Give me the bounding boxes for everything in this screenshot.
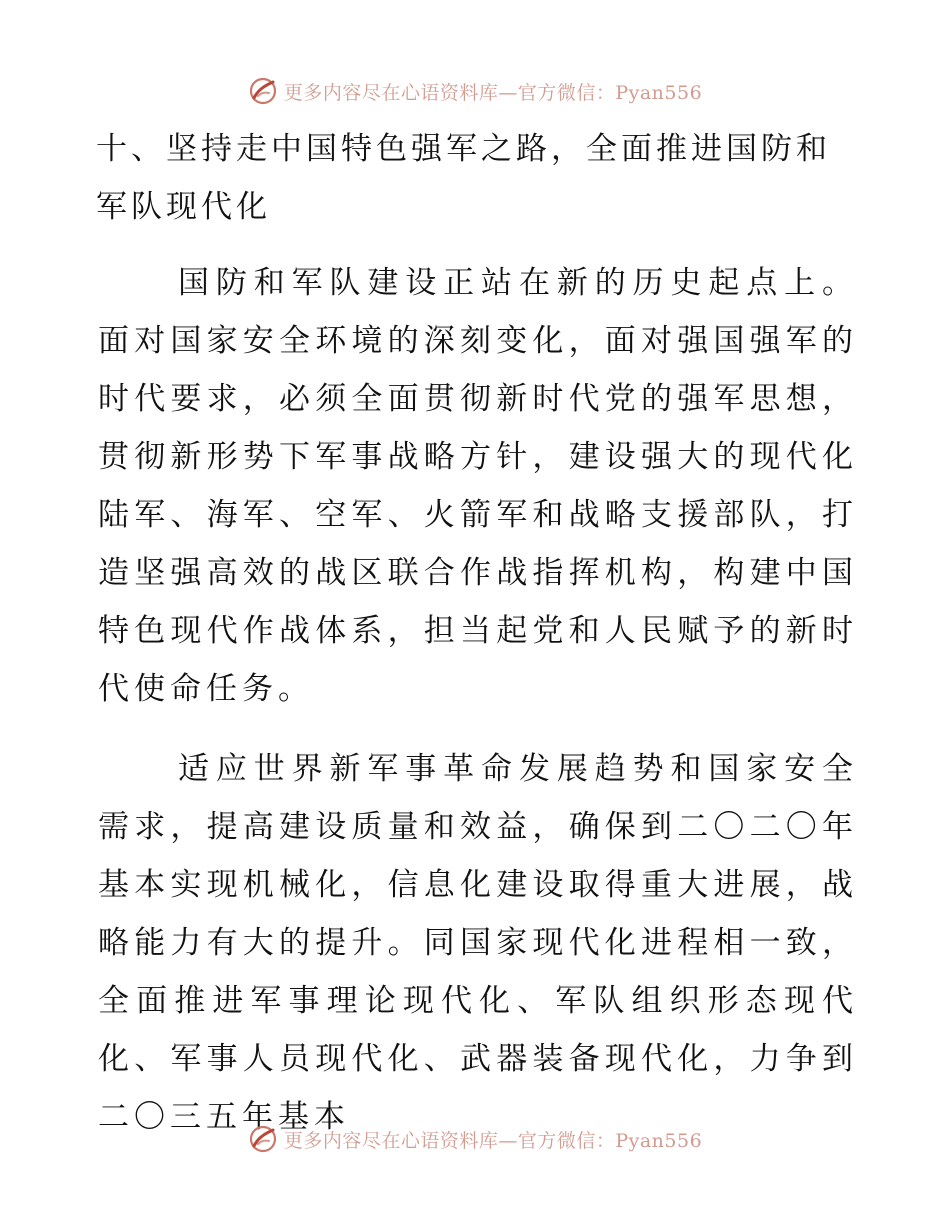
paragraph-2: 适应世界新军事革命发展趋势和国家安全需求，提高建设质量和效益，确保到二〇二〇年基本实现机械化，信息化建设取得重大进展，战略能力有大的提升。同国家现代化进程相一致，全面推进军事理论现代化、军队组织形态现代化、军事人员现代化、武器装备现代化，力争到二〇三五年基本: [98, 751, 858, 1135]
watermark-text: 更多内容尽在心语资料库—官方微信：Pyan556: [283, 1129, 703, 1152]
brush-logo-icon: [248, 76, 278, 106]
document-body: [98, 120, 858, 1146]
brush-logo-icon: [248, 1124, 278, 1154]
section-heading: 十、坚持走中国特色强军之路，全面推进国防和军队现代化: [96, 131, 831, 225]
footer-watermark: [0, 1122, 950, 1156]
paragraph-1: 国防和军队建设正站在新的历史起点上。面对国家安全环境的深刻变化，面对强国强军的时代要求，必须全面贯彻新时代党的强军思想，贯彻新形势下军事战略方针，建设强大的现代化陆军、海军、空军、火箭军和战略支援部队，打造坚强高效的战区联合作战指挥机构，构建中国特色现代作战体系，担当起党和人民赋予的新时代使命任务。: [98, 265, 858, 707]
header-watermark: [0, 74, 950, 108]
watermark-text: 更多内容尽在心语资料库—官方微信：Pyan556: [283, 81, 703, 104]
